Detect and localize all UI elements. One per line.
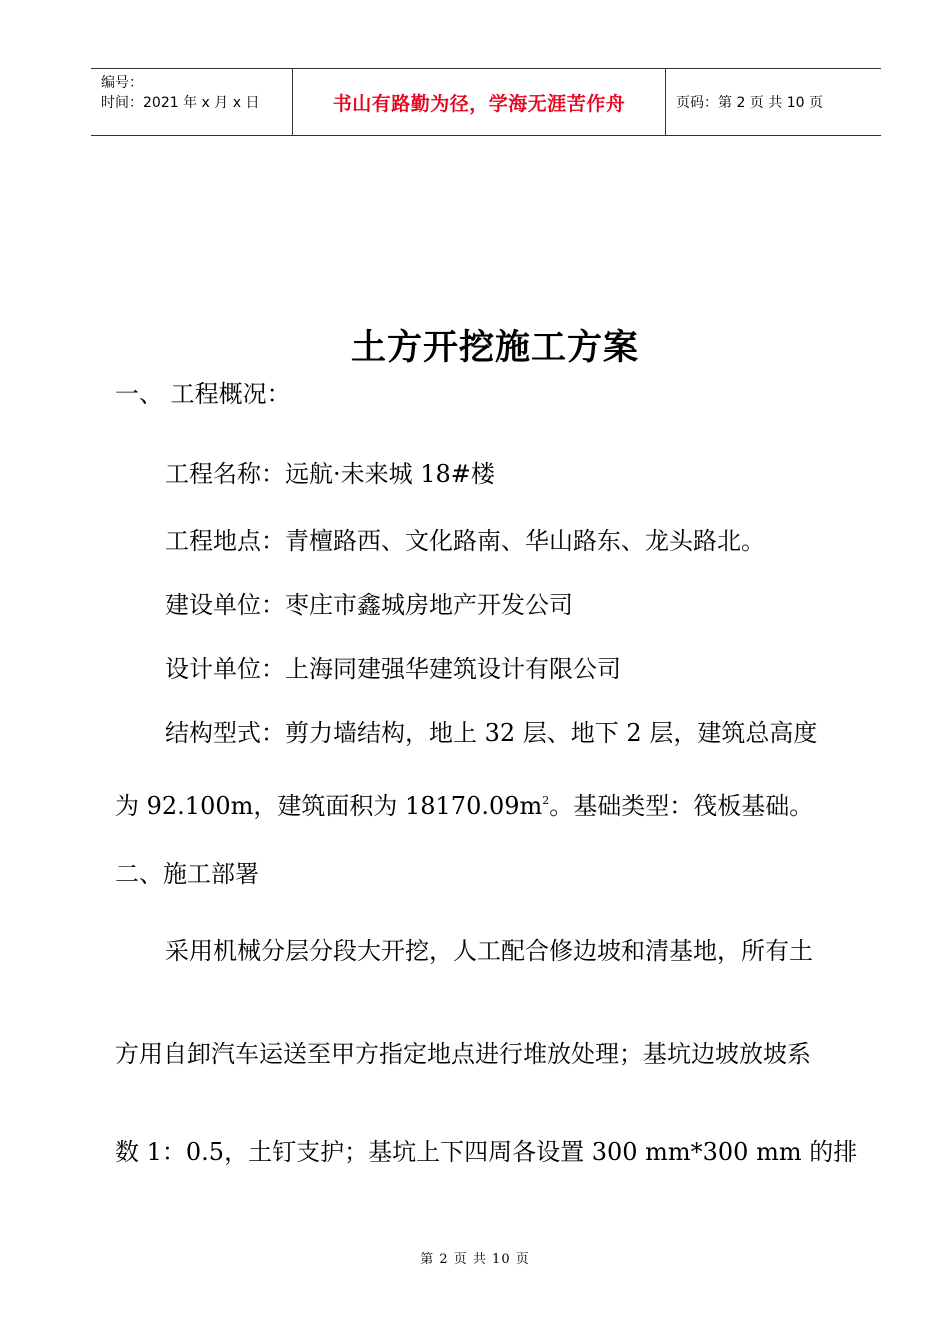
header-motto: 书山有路勤为径，学海无涯苦作舟 — [293, 69, 666, 135]
structure-type-line-2 — [115, 786, 813, 821]
document-title: 土方开挖施工方案 — [350, 328, 639, 368]
design-unit: 设计单位：上海同建强华建筑设计有限公司 — [165, 655, 621, 683]
structure-height-area: 为 92.100m，建筑面积为 18170.09m — [115, 792, 543, 820]
structure-type-line-1: 结构型式：剪力墙结构，地上 32 层、地下 2 层，建筑总高度 — [165, 719, 818, 747]
paragraph-line-2: 方用自卸汽车运送至甲方指定地点进行堆放处理；基坑边坡放坡系 — [115, 1040, 811, 1068]
page-header — [91, 68, 881, 136]
header-meta — [91, 69, 293, 135]
doc-number-label: 编号： — [101, 75, 143, 91]
builder-unit: 建设单位：枣庄市鑫城房地产开发公司 — [165, 591, 573, 619]
section-1-heading: 一、 工程概况： — [115, 380, 291, 408]
doc-time-label: 时间：2021 年 x 月 x 日 — [101, 95, 260, 111]
area-unit-superscript: 2 — [542, 794, 550, 807]
project-name: 工程名称：远航·未来城 18#楼 — [165, 460, 495, 488]
paragraph-line-3: 数 1：0.5，土钉支护；基坑上下四周各设置 300 mm*300 mm 的排 — [115, 1138, 858, 1166]
page-footer: 第 2 页 共 10 页 — [420, 1252, 530, 1267]
project-location: 工程地点：青檀路西、文化路南、华山路东、龙头路北。 — [165, 527, 765, 555]
paragraph-line-1: 采用机械分层分段大开挖，人工配合修边坡和清基地，所有土 — [165, 937, 813, 965]
header-page-info: 页码：第 2 页 共 10 页 — [676, 95, 823, 111]
foundation-type: 。基础类型：筏板基础。 — [549, 792, 814, 820]
section-2-heading: 二、施工部署 — [115, 860, 259, 888]
